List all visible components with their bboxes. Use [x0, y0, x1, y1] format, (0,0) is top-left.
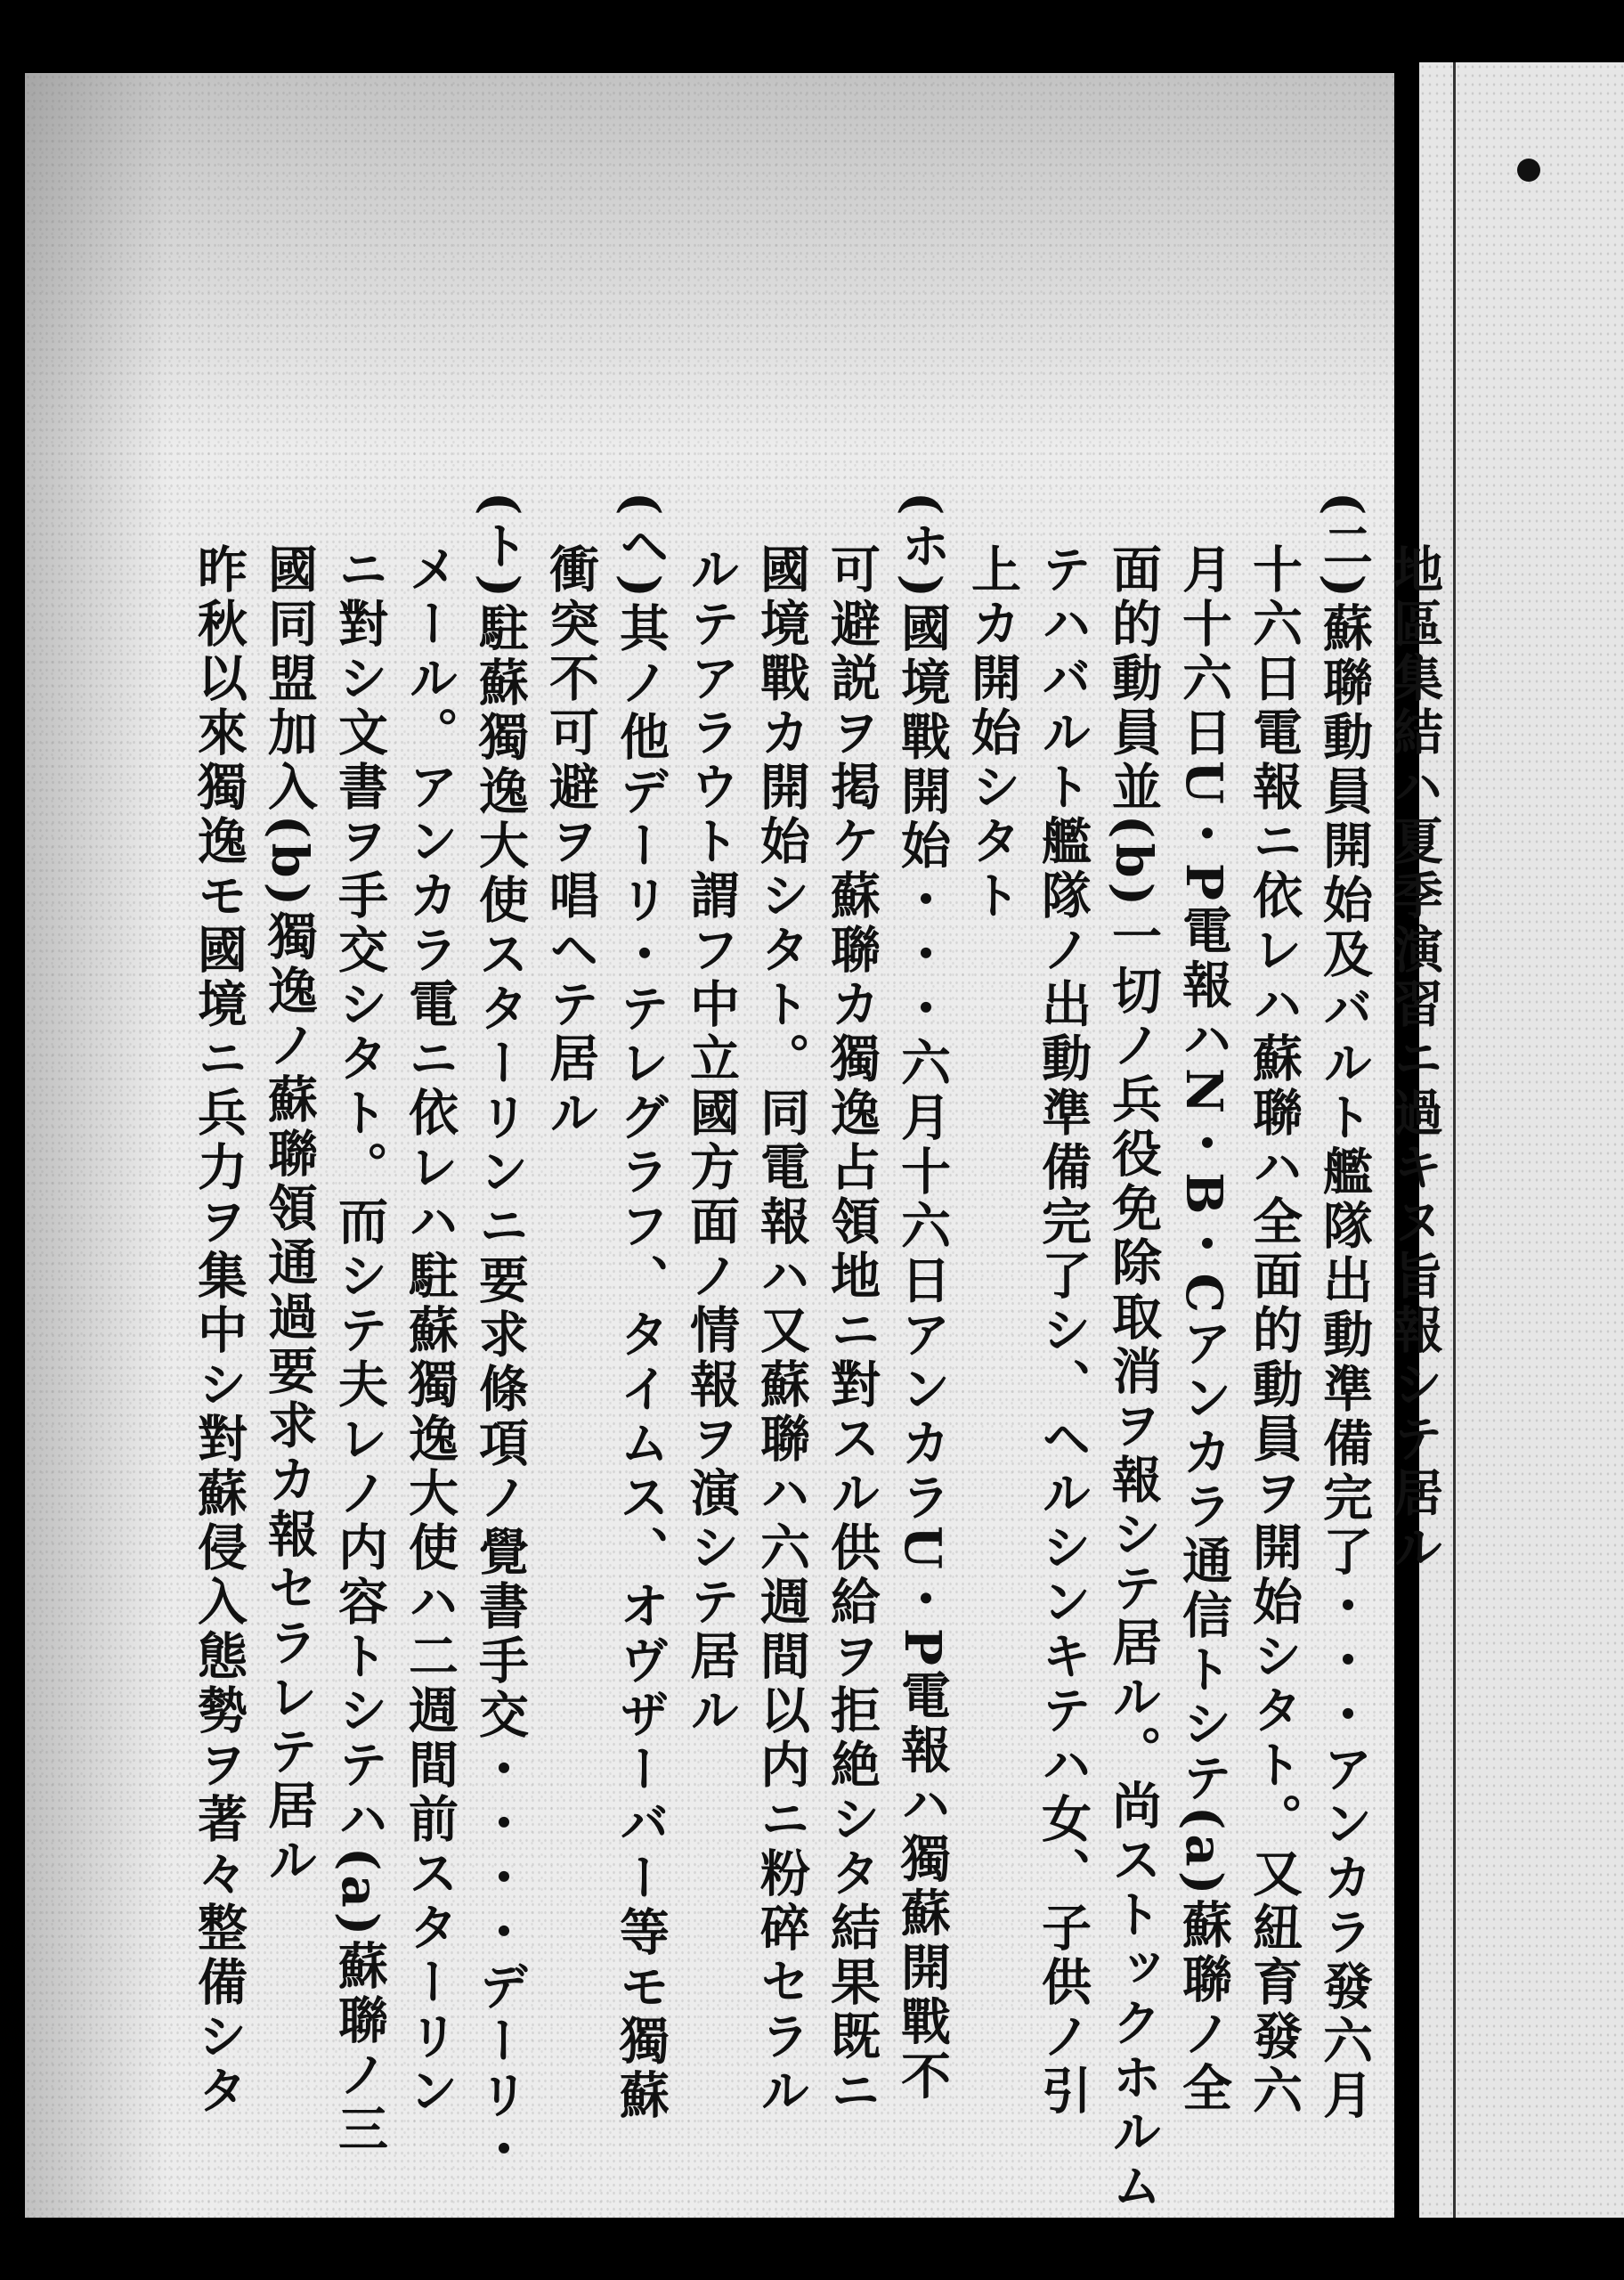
text-line: ニ對シ文書ヲ手交シタト。而シテ夫レノ内容トシテハ(a)蘇聯ノ三: [330, 543, 389, 2158]
text-line: 衝突不可避ヲ唱ヘテ居ル: [541, 543, 600, 1141]
text-line: 地區集結ハ夏季演習ニ過キヌ旨報シテ居ル: [1385, 543, 1444, 1576]
text-line: 昨秋以來獨逸モ國境ニ兵力ヲ集中シ對蘇侵入態勢ヲ著々整備シタ: [190, 543, 248, 2119]
text-line: (ヘ)其ノ他デーリ・テレグラフ、タイムス、オヴザーバー等モ獨蘇: [612, 492, 670, 2123]
page-edge-rule: [1453, 62, 1456, 2218]
ink-dot-icon: [1517, 159, 1540, 182]
text-line: 國同盟加入(b)獨逸ノ蘇聯領通過要求カ報セラレテ居ル: [260, 543, 319, 1889]
scanned-page: [25, 73, 1444, 2218]
text-line: 上カ開始シタト: [963, 543, 1022, 924]
text-line: メール。アンカラ電ニ依レハ駐蘇獨逸大使ハ二週間前スターリン: [401, 543, 459, 2119]
text-line: テハバルト艦隊ノ出動準備完了シ、ヘルシンキテハ女、子供ノ引: [1034, 543, 1092, 2119]
adjacent-page: [1419, 62, 1624, 2218]
text-line: 國境戰カ開始シタト。同電報ハ又蘇聯ハ六週間以内ニ粉碎セラル: [752, 543, 811, 2119]
text-line: 可避説ヲ掲ケ蘇聯カ獨逸占領地ニ對スル供給ヲ拒絶シタ結果既ニ: [823, 543, 881, 2119]
text-line: 月十六日U・P電報ハN・B・Cアンカラ通信トシテ(a)蘇聯ノ全: [1174, 543, 1233, 2117]
text-line: ルテアラウト謂フ中立國方面ノ情報ヲ演シテ居ル: [682, 543, 741, 1738]
text-line: 面的動員並(b)一切ノ兵役免除取消ヲ報シテ居ル。尚ストックホルム: [1104, 543, 1163, 2215]
text-line: (ホ)國境戰開始・・・六月十六日アンカラU・P電報ハ獨蘇開戰不: [893, 492, 952, 2105]
vertical-text-body: [190, 492, 1449, 2215]
text-line: 十六日電報ニ依レハ蘇聯ハ全面的動員ヲ開始シタト。又紐育發六: [1245, 543, 1303, 2119]
text-line: (二)蘇聯動員開始及バルト艦隊出動準備完了・・・アンカラ發六月: [1315, 492, 1374, 2123]
text-line: (ト)駐蘇獨逸大使スターリンニ要求條項ノ覺書手交・・・・デーリ・: [471, 492, 530, 2178]
